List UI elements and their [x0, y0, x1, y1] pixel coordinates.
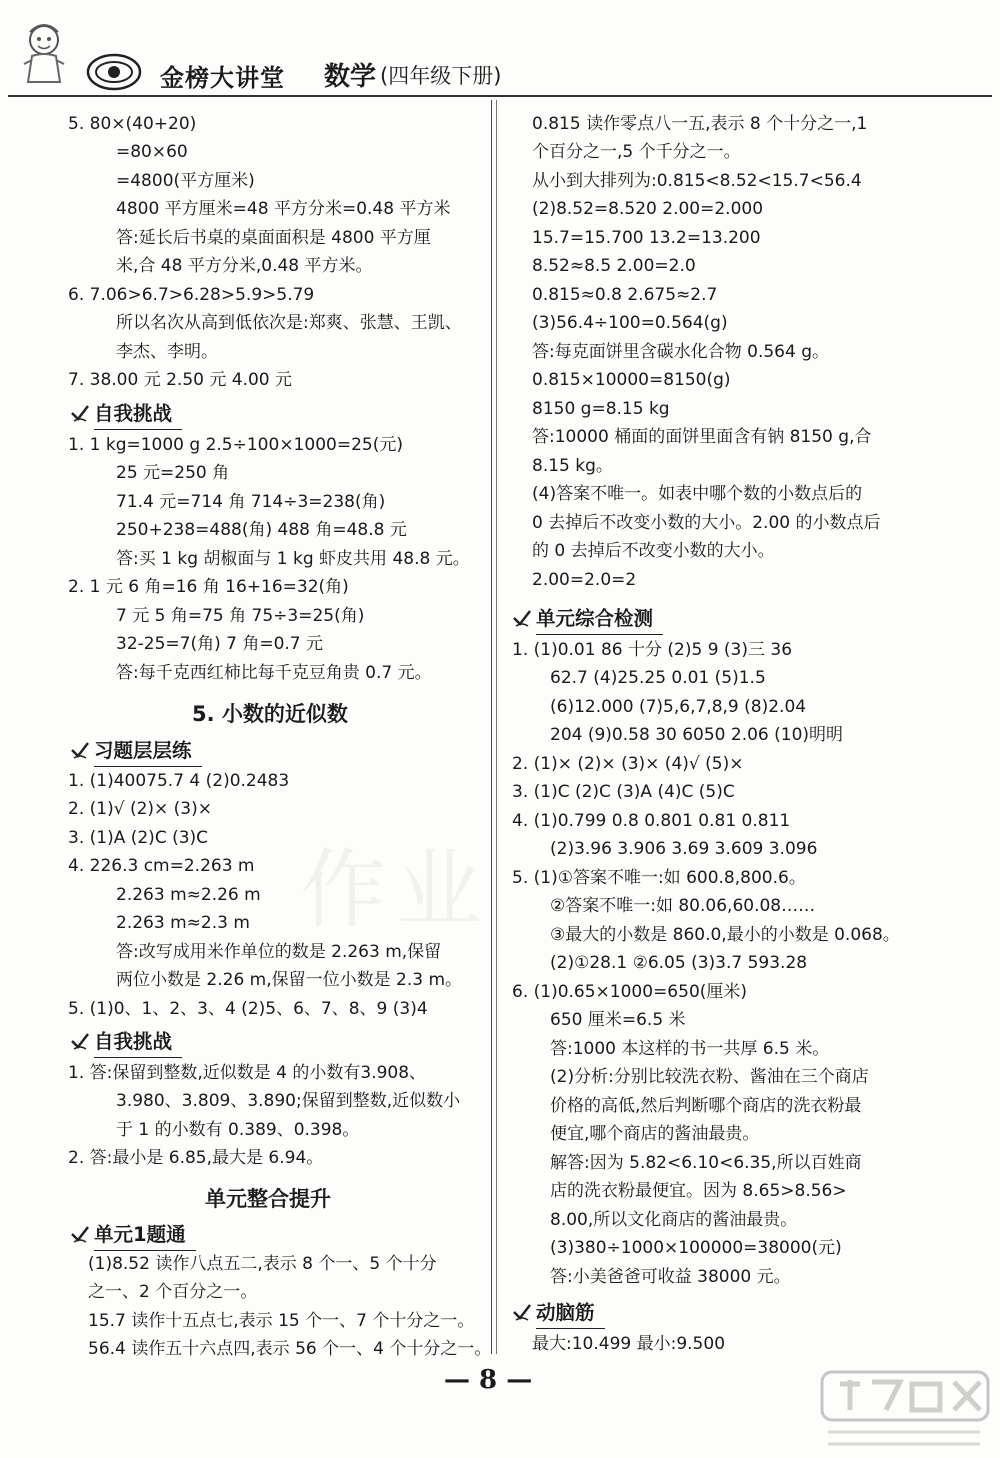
answer-line: 8.00,所以文化商店的酱油最贵。 [550, 1210, 798, 1230]
section-underline [94, 766, 202, 767]
answer-line: 所以名次从高到低依次是:郑爽、张慧、王凯、 [116, 313, 462, 333]
answer-line: 2. 1 元 6 角=16 角 16+16=32(角) [68, 577, 349, 597]
section-heading [512, 603, 653, 631]
answer-line: 答:1000 本这样的书一共厚 6.5 米。 [550, 1039, 830, 1059]
answer-line: 15.7 读作十五点七,表示 15 个一、7 个十分之一。 [88, 1311, 475, 1331]
section-heading-text: 自我挑战 [94, 402, 173, 425]
answer-line: 5. (1)①答案不唯一:如 600.8,800.6。 [512, 868, 806, 888]
answer-line: 0.815×10000=8150(g) [532, 370, 731, 390]
eye-logo-icon [86, 52, 142, 92]
answer-line: 两位小数是 2.26 m,保留一位小数是 2.3 m。 [116, 970, 463, 990]
answer-line: 2. (1)× (2)× (3)× (4)√ (5)× [512, 754, 744, 774]
answer-line: =4800(平方厘米) [116, 171, 255, 191]
answer-line: 2.00=2.0=2 [532, 570, 637, 590]
cartoon-figure-icon [14, 18, 76, 90]
answer-line: 解答:因为 5.82<6.10<6.35,所以百姓商 [550, 1153, 862, 1173]
answer-line: 答:延长后书桌的桌面面积是 4800 平方厘 [116, 228, 431, 248]
answer-line: 25 元=250 角 [116, 463, 230, 483]
answer-line: 答:改写成用米作单位的数是 2.263 m,保留 [116, 942, 442, 962]
answer-line: (2)①28.1 ②6.05 (3)3.7 593.28 [550, 953, 808, 973]
answer-line: (3)380÷1000×100000=38000(元) [550, 1238, 842, 1258]
answer-line: 204 (9)0.58 30 6050 2.06 (10)明明 [550, 725, 844, 745]
section-heading-text: 动脑筋 [536, 1301, 595, 1324]
center-watermark: 作业 [300, 840, 492, 940]
answer-line: 71.4 元=714 角 714÷3=238(角) [116, 492, 386, 512]
answer-line: 650 厘米=6.5 米 [550, 1010, 686, 1030]
header-rule [8, 95, 992, 97]
answer-line: ③最大的小数是 860.0,最小的小数是 0.068。 [550, 925, 900, 945]
section-heading [70, 398, 172, 426]
answer-line: 个百分之一,5 个千分之一。 [532, 142, 741, 162]
answer-line: 4800 平方厘米=48 平方分米=0.48 平方米 [116, 199, 451, 219]
column-divider [491, 100, 492, 1354]
section-underline [536, 634, 663, 635]
column-divider-inner [496, 100, 497, 1354]
answer-line: 7 元 5 角=75 角 75÷3=25(角) [116, 606, 365, 626]
answer-line: 店的洗衣粉最便宜。因为 8.65>8.56> [550, 1181, 847, 1201]
check-pen-icon [70, 740, 90, 760]
answer-line: 62.7 (4)25.25 0.01 (5)1.5 [550, 668, 766, 688]
answer-line: (2)8.52=8.520 2.00=2.000 [532, 199, 764, 219]
check-pen-icon [70, 1031, 90, 1051]
answer-line: 0.815≈0.8 2.675≈2.7 [532, 285, 718, 305]
section-underline [94, 1057, 182, 1058]
answer-line: 1. (1)0.01 86 十分 (2)5 9 (3)三 36 [512, 640, 793, 660]
answer-line: 0.815 读作零点八一五,表示 8 个十分之一,1 [532, 114, 868, 134]
answer-watermark-stamp [820, 1370, 990, 1452]
answer-line: 6. (1)0.65×1000=650(厘米) [512, 982, 748, 1002]
answer-line: (2)3.96 3.906 3.69 3.609 3.096 [550, 839, 818, 859]
answer-line: 8.15 kg。 [532, 456, 613, 476]
section-heading [70, 735, 192, 763]
answer-line: 3.980、3.809、3.890;保留到整数,近似数小 [116, 1091, 461, 1111]
answer-line: 56.4 读作五十六点四,表示 56 个一、4 个十分之一。 [88, 1339, 492, 1359]
answer-line: 4. 226.3 cm=2.263 m [68, 856, 255, 876]
answer-line: 32-25=7(角) 7 角=0.7 元 [116, 634, 324, 654]
answer-line: (4)答案不唯一。如表中哪个数的小数点后的 [532, 484, 863, 504]
answer-line: 8.52≈8.5 2.00=2.0 [532, 256, 696, 276]
page-header [0, 0, 1000, 100]
answer-line: 7. 38.00 元 2.50 元 4.00 元 [68, 370, 293, 390]
answer-line: 答:买 1 kg 胡椒面与 1 kg 虾皮共用 48.8 元。 [116, 549, 470, 569]
section-heading-text: 单元综合检测 [536, 607, 654, 630]
answer-line: 0 去掉后不改变小数的大小。2.00 的小数点后 [532, 513, 881, 533]
answer-line: 5. 80×(40+20) [68, 114, 197, 134]
section-heading-text: 自我挑战 [94, 1030, 173, 1053]
chapter-title: 单元整合提升 [205, 1187, 331, 1211]
section-heading [70, 1026, 172, 1054]
answer-line: 6. 7.06>6.7>6.28>5.9>5.79 [68, 285, 315, 305]
answer-line: 答:每克面饼里含碳水化合物 0.564 g。 [532, 342, 829, 362]
section-heading [512, 1297, 595, 1325]
answer-line: 于 1 的小数有 0.389、0.398。 [116, 1120, 360, 1140]
answer-line: 李杰、李明。 [116, 342, 218, 362]
answer-line: 2.263 m≈2.26 m [116, 885, 261, 905]
answer-line: 5. (1)0、1、2、3、4 (2)5、6、7、8、9 (3)4 [68, 999, 428, 1019]
answer-line: 价格的高低,然后判断哪个商店的洗衣粉最 [550, 1096, 862, 1116]
header-subject: 数学 [324, 62, 377, 92]
answer-line: 1. 答:保留到整数,近似数是 4 的小数有3.908、 [68, 1063, 427, 1083]
answer-line: 8150 g=8.15 kg [532, 399, 670, 419]
page-number: — 8 — [444, 1365, 533, 1395]
answer-line: 之一、2 个百分之一。 [88, 1282, 258, 1302]
chapter-title: 5. 小数的近似数 [192, 702, 348, 726]
check-pen-icon [512, 608, 532, 628]
answer-line: (2)分析:分别比较洗衣粉、酱油在三个商店 [550, 1067, 869, 1087]
header-grade: (四年级下册) [380, 64, 502, 88]
section-heading-text: 单元1题通 [94, 1223, 186, 1246]
answer-line: =80×60 [116, 142, 188, 162]
section-heading-text: 习题层层练 [94, 739, 192, 762]
header-brand: 金榜大讲堂 [160, 64, 285, 92]
answer-line: 答:10000 桶面的面饼里面含有钠 8150 g,合 [532, 427, 872, 447]
check-pen-icon [70, 403, 90, 423]
check-pen-icon [70, 1224, 90, 1244]
answer-line: 2.263 m≈2.3 m [116, 913, 250, 933]
answer-line: 250+238=488(角) 488 角=48.8 元 [116, 520, 407, 540]
answer-line: (6)12.000 (7)5,6,7,8,9 (8)2.04 [550, 697, 807, 717]
answer-line: 米,合 48 平方分米,0.48 平方米。 [116, 256, 373, 276]
section-underline [94, 429, 182, 430]
answer-line: (3)56.4÷100=0.564(g) [532, 313, 728, 333]
answer-line: 答:每千克西红柿比每千克豆角贵 0.7 元。 [116, 663, 432, 683]
answer-line: 4. (1)0.799 0.8 0.801 0.81 0.811 [512, 811, 791, 831]
answer-line: 2. 答:最小是 6.85,最大是 6.94。 [68, 1148, 324, 1168]
answer-line: 1. 1 kg=1000 g 2.5÷100×1000=25(元) [68, 435, 403, 455]
section-underline [94, 1250, 196, 1251]
answer-line: 3. (1)C (2)C (3)A (4)C (5)C [512, 782, 735, 802]
answer-line: 1. (1)40075.7 4 (2)0.2483 [68, 771, 290, 791]
section-heading [70, 1219, 186, 1247]
answer-line: 3. (1)A (2)C (3)C [68, 828, 209, 848]
answer-line: 最大:10.499 最小:9.500 [532, 1334, 726, 1354]
answer-line: 答:小美爸爸可收益 38000 元。 [550, 1267, 791, 1287]
answer-line: (1)8.52 读作八点五二,表示 8 个一、5 个十分 [88, 1254, 437, 1274]
answer-line: 从小到大排列为:0.815<8.52<15.7<56.4 [532, 171, 862, 191]
answer-line: 2. (1)√ (2)× (3)× [68, 799, 212, 819]
answer-line: 的 0 去掉后不改变小数的大小。 [532, 541, 775, 561]
check-pen-icon [512, 1302, 532, 1322]
answer-line: 15.7=15.700 13.2=13.200 [532, 228, 761, 248]
answer-line: ②答案不唯一:如 80.06,60.08…… [550, 896, 816, 916]
section-underline [536, 1328, 605, 1329]
answer-line: 便宜,哪个商店的酱油最贵。 [550, 1124, 760, 1144]
